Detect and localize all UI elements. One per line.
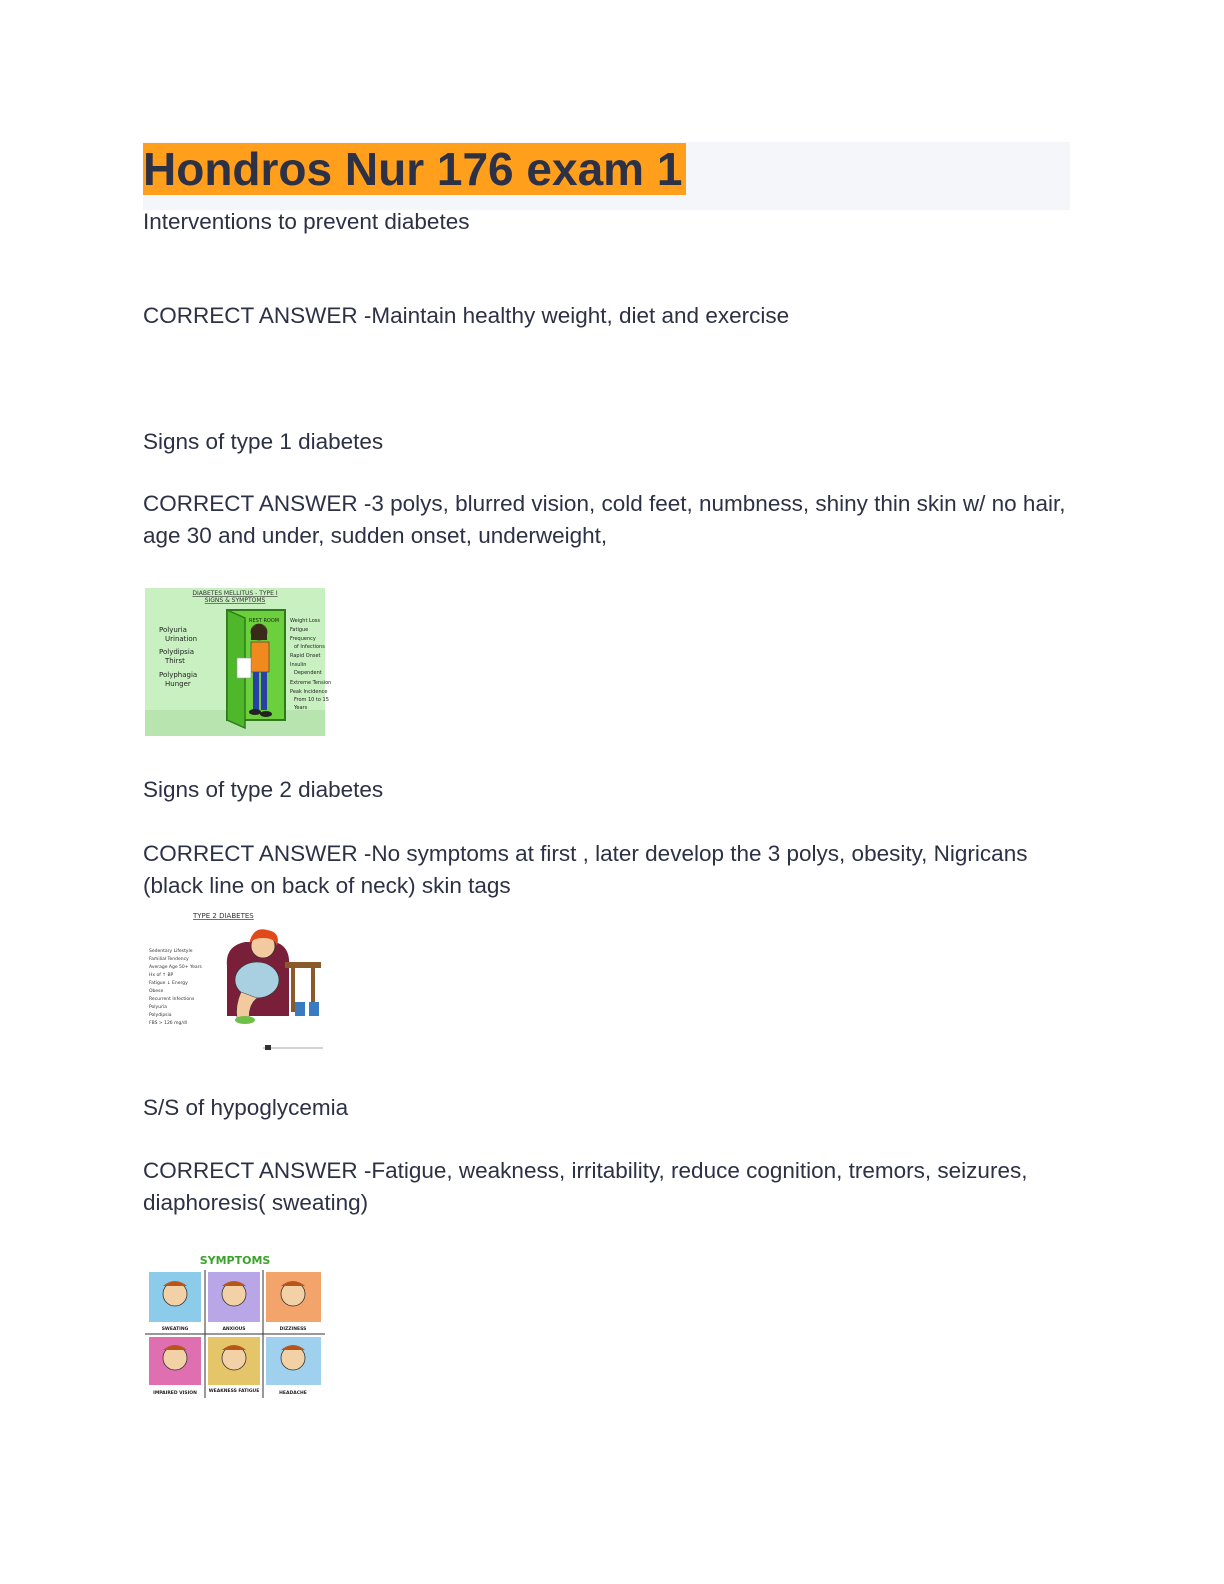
fig2-item-2: Average Age 50+ Years [149,965,202,970]
fig1-right-1: Fatigue [290,627,309,633]
fig2-item-6: Recurrent Infections [149,997,195,1002]
fig1-right-7: Extreme Tension [290,680,332,686]
fig3-label-1: ANXIOUS [222,1327,246,1332]
fig1-left-3: Thirst [165,657,185,665]
fig1-right-0: Weight Loss [290,618,320,624]
fig3-label-3: IMPAIRED VISION [153,1391,197,1396]
hypoglycemia-symptoms-illustration [145,1252,325,1400]
fig1-right-9: From 10 to 15 [294,697,329,703]
fig1-right-8: Peak Incidence [290,689,328,695]
fig2-item-8: Polydipsia [149,1013,172,1018]
fig2-item-4: Fatigue ↓ Energy [149,981,188,986]
answer-3: CORRECT ANSWER -No symptoms at first , later develop the 3 polys, obesity, Nigricans (black line on back of neck) skin tags [143,841,1028,898]
fig1-header1: DIABETES MELLITUS - TYPE I [192,590,278,597]
fig2-item-0: Sedentary Lifestyle [149,949,193,954]
fig2-item-7: Polyuria [149,1005,167,1010]
page-title: Hondros Nur 176 exam 1 [143,143,686,195]
fig2-item-3: Hx of ↑ BP [149,973,174,978]
question-4: S/S of hypoglycemia [143,1095,349,1120]
fig1-left-2: Polydipsia [159,648,195,656]
fig1-door-sign: REST ROOM [249,618,280,624]
answer-4: CORRECT ANSWER -Fatigue, weakness, irritability, reduce cognition, tremors, seizures, diaphoresis( sweating) [143,1158,1028,1215]
fig3-label-4: WEAKNESS FATIGUE [208,1389,260,1394]
fig1-left-5: Hunger [165,680,191,688]
type2-diabetes-illustration [145,906,325,1052]
answer-1: CORRECT ANSWER -Maintain healthy weight, diet and exercise [143,303,790,328]
fig2-item-1: Familial Tendency [149,957,189,962]
fig2-header: TYPE 2 DIABETES [193,912,254,920]
fig1-left-4: Polyphagia [159,671,198,679]
fig2-item-5: Obese [149,989,164,994]
question-2: Signs of type 1 diabetes [143,429,384,454]
fig3-label-0: SWEATING [161,1327,189,1332]
type1-diabetes-illustration [145,588,332,736]
fig3-label-5: HEADACHE [279,1391,307,1396]
fig1-header2: SIGNS & SYMPTOMS [204,597,266,604]
question-1: Interventions to prevent diabetes [143,209,470,234]
fig1-right-10: Years [294,705,308,711]
fig1-right-6: Dependent [294,670,322,676]
fig1-left-1: Urination [165,635,198,643]
fig3-header: SYMPTOMS [199,1254,271,1267]
fig1-right-4: Rapid Onset [290,653,321,659]
question-3: Signs of type 2 diabetes [143,777,384,802]
fig1-right-5: Insulin [290,662,307,668]
answer-2: CORRECT ANSWER -3 polys, blurred vision, cold feet, numbness, shiny thin skin w/ no hair, age 30 and under, sudden onset, underweight, [143,491,1066,548]
fig3-label-2: DIZZINESS [279,1327,307,1332]
fig1-right-3: of Infections [294,644,325,650]
fig2-item-9: FBS > 126 mg/dl [149,1021,187,1026]
fig1-right-2: Frequency [290,636,316,642]
fig1-left-0: Polyuria [159,626,187,634]
